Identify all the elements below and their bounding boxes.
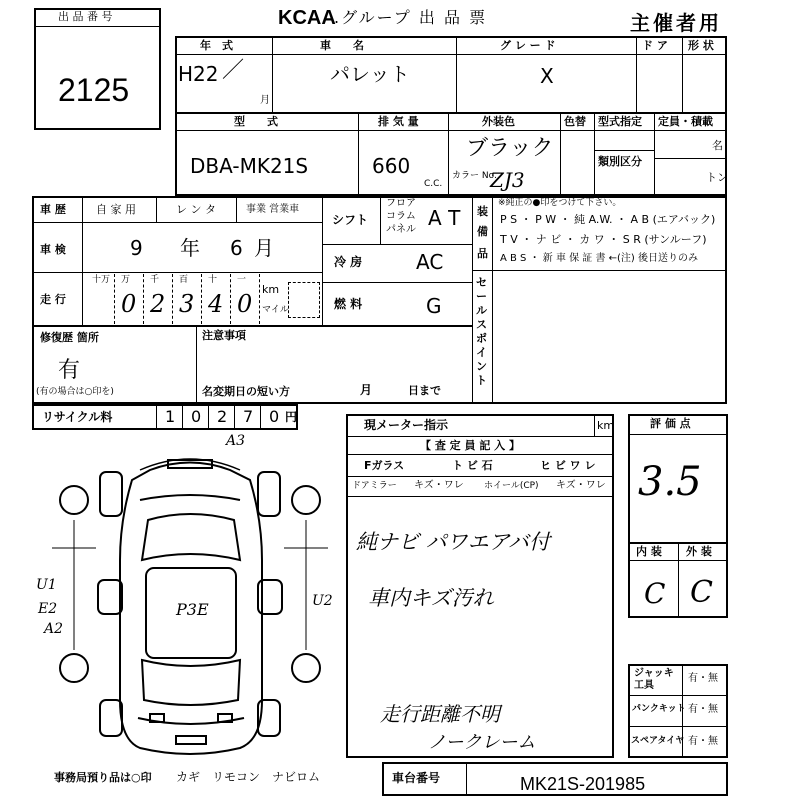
wheel-state: キズ・ワレ — [556, 480, 606, 491]
meter-unit: km — [597, 419, 615, 432]
model-value: DBA-MK21S — [190, 154, 309, 178]
capacity-label: 定員・積載 — [658, 115, 713, 128]
mileage-km-label: km — [262, 283, 280, 296]
equipment-line-2: T V ・ ナ ビ ・ カ ワ ・ S R (サンルーフ) — [500, 233, 707, 246]
color-value: ブラック — [466, 136, 554, 161]
meter-reading-label: 現メーター指示 — [364, 418, 449, 432]
history-label: 車 歴 — [40, 203, 66, 216]
displacement-label: 排 気 量 — [378, 115, 419, 128]
damage-mark-u2: U2 — [312, 593, 333, 609]
inspection-month-unit: 月 — [254, 236, 274, 260]
score-value: 3.5 — [638, 459, 702, 505]
displacement-unit: C.C. — [424, 179, 443, 189]
equipment-note: ※純正の●印をつけて下さい。 — [498, 198, 622, 208]
ac-value: AC — [416, 250, 444, 274]
color-label: 外装色 — [482, 115, 515, 128]
mileage-digit-label: 十 — [208, 275, 218, 285]
repair-note: (有の場合は○印を) — [36, 387, 114, 397]
month-unit: 月 — [260, 95, 270, 106]
door-label: ド ア — [642, 39, 668, 52]
grade-value: X — [540, 64, 554, 88]
interior-grade: C — [644, 577, 666, 610]
fuel-label: 燃 料 — [334, 297, 363, 311]
form-title: .グループ 出 品 票 — [334, 8, 488, 27]
damage-mark-e2: E2 — [38, 601, 58, 617]
equipment-label-3: 品 — [477, 247, 488, 260]
damage-mark-a3: A3 — [226, 433, 246, 449]
shift-panel: パネル — [386, 224, 416, 235]
model-label: 型 式 — [234, 115, 278, 128]
displacement-value: 660 — [372, 154, 411, 178]
chassis-number: MK21S-201985 — [520, 774, 646, 794]
score-label: 評 価 点 — [650, 417, 691, 430]
color-change-label: 色替 — [564, 115, 586, 128]
year-value: H22 — [178, 62, 219, 86]
damage-mark-a2: A2 — [44, 621, 64, 637]
sponsor-label: 主催者用 — [630, 11, 722, 35]
mileage-digit: 0 — [237, 290, 253, 318]
shift-value: AT — [428, 206, 469, 230]
jack-yesno: 有・無 — [688, 673, 718, 684]
history-business: 事業 営業車 — [246, 204, 300, 215]
lot-number: 2125 — [58, 72, 130, 108]
recycle-digit: 7 — [243, 407, 254, 426]
stone-chip-label: ト ビ 石 — [452, 459, 493, 472]
grade-label: グ レ ー ド — [500, 39, 556, 52]
lot-number-label: 出 品 番 号 — [58, 10, 113, 23]
inspection-note-4: ノークレーム — [428, 732, 536, 753]
mileage-mile-label: マイル — [262, 305, 289, 315]
deadline-day: 日まで — [408, 384, 441, 397]
puncture-kit-yesno: 有・無 — [688, 704, 718, 715]
year-slash: ／ — [222, 58, 245, 83]
interior-label: 内 装 — [636, 545, 662, 558]
chassis-number-label: 車台番号 — [392, 771, 441, 785]
jack-label: ジャッキ 工具 — [634, 668, 674, 691]
mileage-digit: 4 — [208, 290, 224, 318]
equipment-label-1: 装 — [477, 205, 488, 218]
class-label: 類別区分 — [598, 155, 642, 168]
shift-label: シフト — [332, 213, 369, 227]
door-mirror-label: ドアミラー — [352, 481, 397, 491]
equipment-line-3: A B S ・ 新 車 保 証 書 ←(注) 後日送りのみ — [500, 253, 699, 264]
caution-label: 注意事項 — [202, 329, 246, 342]
office-items-note: 事務局預り品は○印 — [54, 771, 152, 784]
body-shape-label: 形 状 — [688, 39, 714, 52]
exterior-label: 外 装 — [686, 545, 712, 558]
color-no-value: ZJ3 — [490, 168, 525, 192]
mileage-digit: 0 — [121, 290, 137, 318]
capacity-unit-person: 名 — [712, 139, 723, 152]
color-no-label: カラー No. — [452, 171, 497, 181]
deadline-month: 月 — [360, 383, 373, 397]
inspection-note-3: 走行距離不明 — [380, 702, 500, 726]
sales-point-label: セールスポイント — [476, 276, 487, 387]
spare-tire-label: スペアタイヤ — [631, 736, 685, 746]
recycle-digit: 0 — [191, 407, 202, 426]
mileage-digit-label: 千 — [150, 275, 160, 285]
mileage-digit-label: 一 — [237, 275, 247, 285]
wheel-label: ホイール(CP) — [484, 481, 539, 491]
office-items: カギ リモコン ナビロム — [176, 770, 321, 784]
mileage-digit-label: 百 — [179, 275, 189, 285]
crack-label: ヒ ビ ワ レ — [540, 459, 596, 472]
shift-floor: フロア — [386, 198, 416, 209]
repair-value: 有 — [58, 358, 81, 383]
recycle-digit: 1 — [165, 407, 176, 426]
type-designation-label: 型式指定 — [598, 115, 642, 128]
inspection-label: 車 検 — [40, 243, 66, 256]
windshield-label: Fガラス — [364, 459, 405, 472]
exterior-grade: C — [690, 575, 713, 610]
repair-label: 修復歴 箇所 — [40, 331, 99, 344]
mileage-digit-label: 十万 — [92, 275, 111, 285]
inspector-header: 【 査 定 員 記 入 】 — [420, 439, 520, 452]
inspection-year: 9 — [130, 236, 143, 260]
history-rental: レ ン タ — [176, 203, 216, 216]
spare-tire-yesno: 有・無 — [688, 736, 718, 747]
inspection-note-2: 車内キズ汚れ — [368, 586, 494, 610]
shift-column: コラム — [386, 211, 416, 222]
capacity-unit-ton: トン — [706, 171, 728, 184]
equipment-line-1: P S ・ P W ・ 純 A.W. ・ A B (エアバック) — [500, 213, 716, 226]
recycle-fee-label: リサイクル料 — [42, 410, 113, 424]
mileage-label: 走 行 — [40, 293, 66, 306]
car-name: パレット — [330, 62, 410, 86]
recycle-digit: 0 — [269, 407, 280, 426]
puncture-kit-label: パンクキット — [632, 704, 686, 714]
damage-mark-u1: U1 — [36, 577, 57, 593]
recycle-digit: 2 — [217, 407, 228, 426]
inspection-month: 6 — [230, 236, 243, 260]
damage-mark-roof: P3E — [176, 600, 209, 619]
inspection-note-1: 純ナビ パワエアバ付 — [356, 530, 550, 554]
mileage-digit: 3 — [179, 290, 195, 318]
equipment-label-2: 備 — [477, 225, 488, 238]
ac-label: 冷 房 — [334, 255, 363, 269]
recycle-fee-unit: 円 — [285, 410, 298, 424]
car-name-label: 車 名 — [320, 39, 364, 52]
inspection-year-unit: 年 — [180, 236, 200, 260]
name-change-deadline-label: 名変期日の短い方 — [202, 385, 290, 398]
mileage-digit: 2 — [150, 290, 166, 318]
fuel-value: G — [426, 294, 442, 318]
year-label: 年 式 — [200, 39, 233, 52]
history-private: 自 家 用 — [96, 203, 136, 216]
mileage-digit-label: 万 — [121, 275, 131, 285]
kcaa-logo: KCAA — [278, 7, 336, 29]
door-mirror-state: キズ・ワレ — [414, 480, 464, 491]
